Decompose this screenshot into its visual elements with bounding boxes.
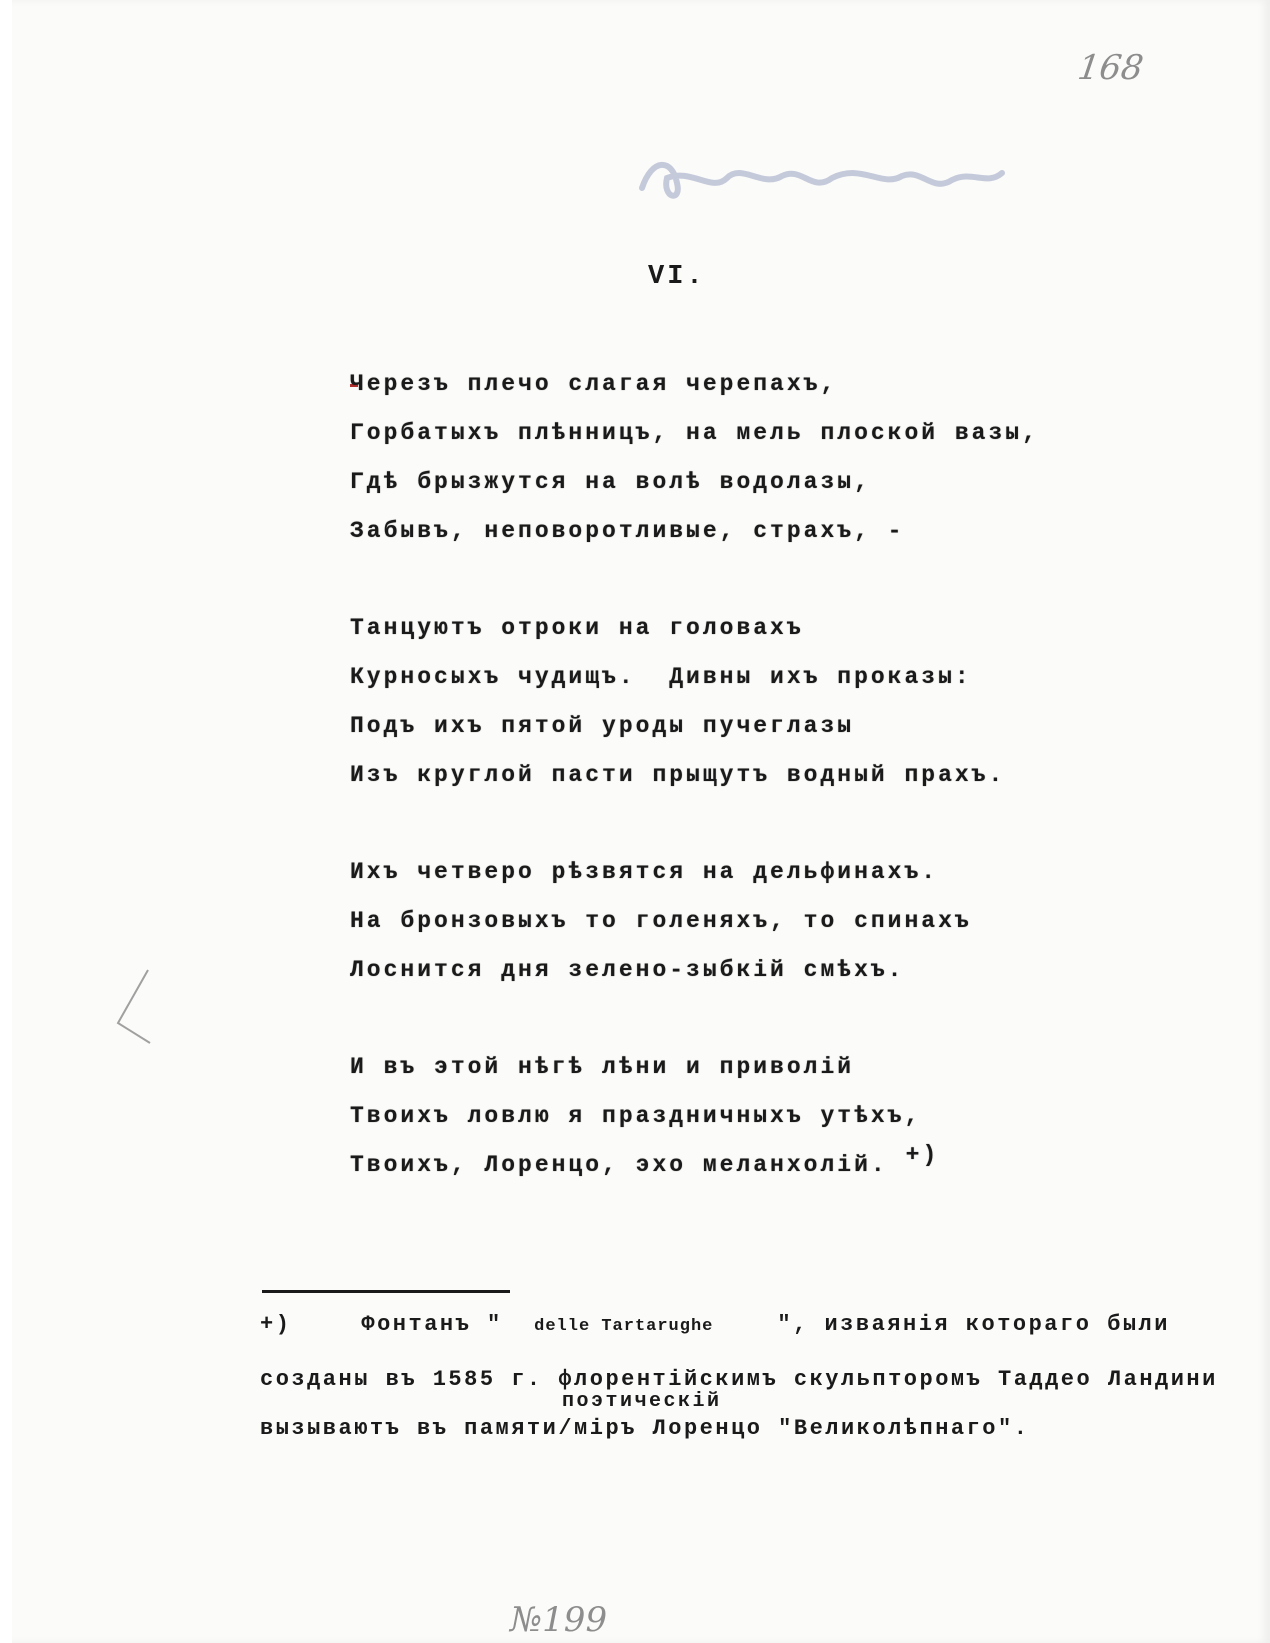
pencil-margin-mark — [108, 968, 158, 1048]
poem-line: Горбатыхъ плѣнницъ, на мель плоской вазы, — [350, 420, 1039, 446]
poem-line: Курносыхъ чудищъ. Дивны ихъ проказы: — [350, 664, 972, 690]
footnote-tail: ", изваянія котораго были — [777, 1312, 1170, 1337]
footnote-fountain-name: delle Tartarughe — [534, 1317, 714, 1336]
poem-line-last — [350, 1141, 1039, 1190]
stanza-4 — [350, 1043, 1039, 1190]
poem-heading: VI. — [648, 262, 706, 292]
poem-line: Ихъ четверо рѣзвятся на дельфинахъ. — [350, 859, 939, 885]
stanza-3 — [350, 848, 1039, 995]
footnote-insertion: поэтическій — [562, 1390, 722, 1413]
footnote-line-1 — [260, 1312, 1170, 1337]
poem-line: Изъ круглой пасти прыщутъ водный прахъ. — [350, 762, 1006, 788]
footnote-line-3: вызываютъ въ памяти/міръ Лоренцо "Великолѣпнаго". — [260, 1416, 1030, 1441]
faint-signature-stamp — [632, 148, 1032, 208]
poem-line: Лоснится дня зелено-зыбкій смѣхъ. — [350, 957, 905, 983]
footnote-mark: +) — [260, 1312, 292, 1337]
footnote-lead: Фонтанъ " — [361, 1312, 503, 1337]
stanza-1 — [350, 360, 1039, 556]
stanza-2 — [350, 604, 1039, 800]
poem-line: Подъ ихъ пятой уроды пучеглазы — [350, 713, 855, 739]
poem-line: Гдѣ брызжутся на волѣ водолазы, — [350, 469, 871, 495]
poem-line: И въ этой нѣгѣ лѣни и приволій — [350, 1054, 855, 1080]
poem-body — [350, 360, 1039, 1238]
archive-number: №199 — [510, 1600, 608, 1640]
poem-line-text: Твоихъ, Лоренцо, эхо меланхолій. — [350, 1152, 888, 1178]
folio-number: 168 — [1075, 48, 1146, 88]
footnote-line-2: созданы въ 1585 г. флорентійскимъ скульпторомъ Таддео Ландини — [260, 1367, 1218, 1392]
poem-line: Забывъ, неповоротливые, страхъ, - — [350, 518, 905, 544]
poem-line: Твоихъ ловлю я праздничныхъ утѣхъ, — [350, 1103, 922, 1129]
footnote-reference-mark: +) — [905, 1142, 940, 1168]
footnote-divider — [262, 1290, 510, 1293]
poem-line: На бронзовыхъ то голеняхъ, то спинахъ — [350, 908, 972, 934]
poem-line: Черезъ плечо слагая черепахъ, — [350, 371, 838, 397]
poem-line: Танцуютъ отроки на головахъ — [350, 615, 804, 641]
